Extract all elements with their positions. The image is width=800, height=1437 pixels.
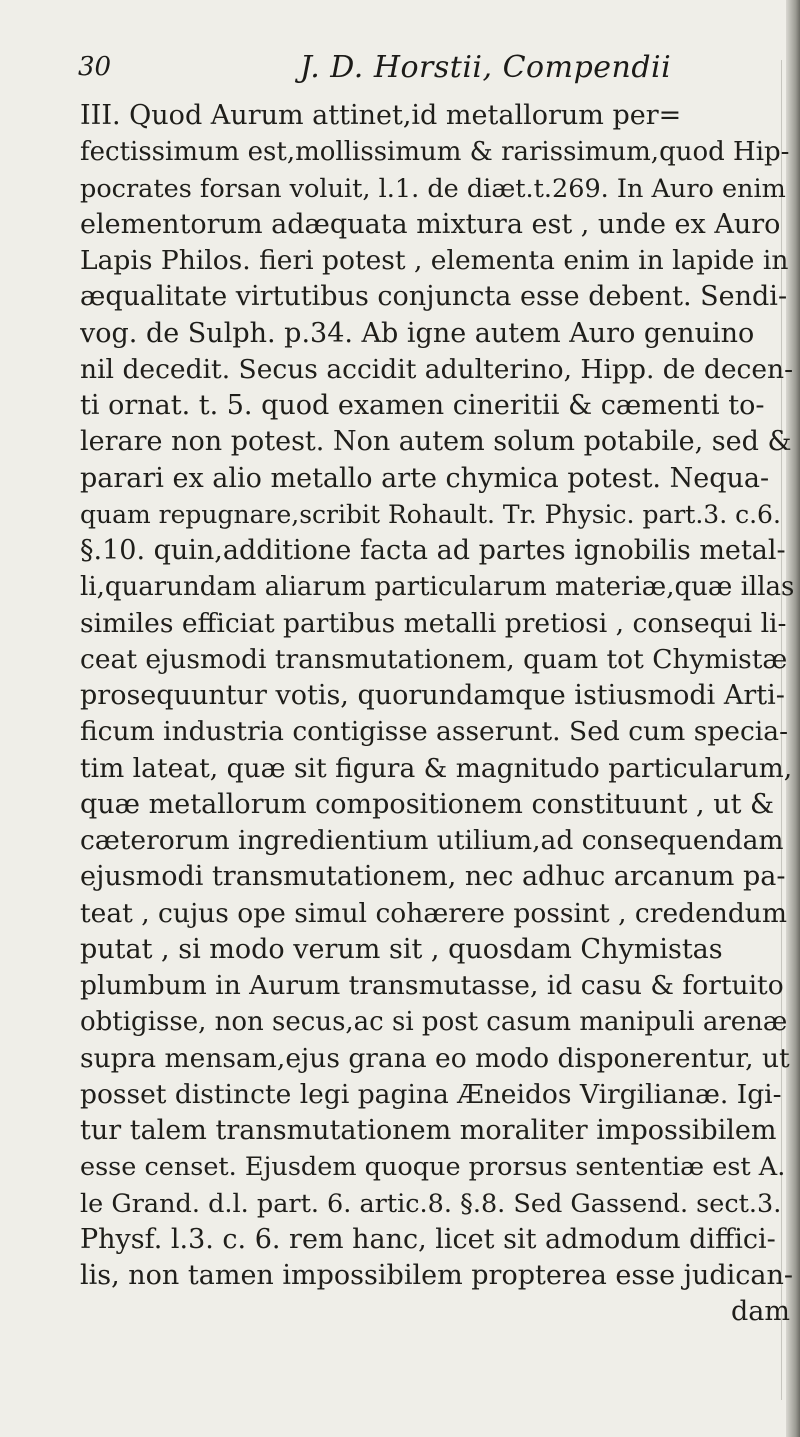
text-line: æqualitate virtutibus conjuncta esse debent. Sendi- xyxy=(80,281,788,313)
page-header xyxy=(78,44,718,94)
text-line: nil decedit. Secus accidit adulterino, Hipp. de decen- xyxy=(80,353,794,385)
text-line: lerare non potest. Non autem solum potabile, sed & xyxy=(80,426,792,458)
text-line: ti ornat. t. 5. quod examen cineritii & cæmenti to- xyxy=(80,390,765,421)
text-line: Physf. l.3. c. 6. rem hanc, licet sit admodum diffici- xyxy=(80,1223,776,1255)
text-line: supra mensam,ejus grana eo modo disponerentur, ut xyxy=(80,1042,790,1074)
text-line: esse censet. Ejusdem quoque prorsus sententiæ est A. xyxy=(80,1152,786,1183)
text-line: pocrates forsan voluit, l.1. de diæt.t.269. In Auro enim xyxy=(80,173,786,204)
text-line: li,quarundam aliarum particularum materiæ,quæ illas xyxy=(80,572,794,603)
text-line: III. Quod Aurum attinet,id metallorum per= xyxy=(80,100,682,131)
text-line: parari ex alio metallo arte chymica potest. Nequa- xyxy=(80,462,770,494)
text-line: obtigisse, non secus,ac si post casum manipuli arenæ xyxy=(80,1007,788,1038)
text-line: similes efficiat partibus metalli pretiosi , consequi li- xyxy=(80,607,787,639)
page-number: 30 xyxy=(78,52,112,82)
text-line: tur talem transmutationem moraliter impossibilem xyxy=(80,1115,777,1146)
text-line: ficum industria contigisse asserunt. Sed cum specia- xyxy=(80,716,789,748)
text-line: lis, non tamen impossibilem propterea esse judican- xyxy=(80,1260,794,1291)
text-line: tim lateat, quæ sit figura & magnitudo particularum, xyxy=(80,752,793,784)
text-line: ejusmodi transmutationem, nec adhuc arcanum pa- xyxy=(80,861,786,893)
text-line: fectissimum est,mollissimum & rarissimum,quod Hip- xyxy=(80,137,790,168)
text-line: quam repugnare,scribit Rohault. Tr. Physic. part.3. c.6. xyxy=(80,499,781,529)
text-line: ceat ejusmodi transmutationem, quam tot Chymistæ xyxy=(80,643,788,675)
text-line: elementorum adæquata mixtura est , unde ex Auro xyxy=(80,208,781,240)
text-line: prosequuntur votis, quorundamque istiusmodi Arti- xyxy=(80,680,785,711)
text-line: posset distincte legi pagina Æneidos Virgilianæ. Igi- xyxy=(80,1078,782,1110)
text-line: le Grand. d.l. part. 6. artic.8. §.8. Sed Gassend. sect.3. xyxy=(80,1188,782,1219)
body-text xyxy=(80,98,794,1331)
text-line: putat , si modo verum sit , quosdam Chymistas xyxy=(80,933,723,965)
text-line: Lapis Philos. fieri potest , elementa enim in lapide in xyxy=(80,245,789,276)
text-line: cæterorum ingredientium utilium,ad consequendam xyxy=(80,825,784,856)
text-line: quæ metallorum compositionem constituunt , ut & xyxy=(80,788,775,820)
text-line: plumbum in Aurum transmutasse, id casu & fortuito xyxy=(80,970,784,1001)
running-head: J. D. Horstii, Compendii xyxy=(300,50,672,85)
text-line: vog. de Sulph. p.34. Ab igne autem Auro genuino xyxy=(80,317,755,349)
text-line: §.10. quin,additione facta ad partes ignobilis metal- xyxy=(80,535,786,566)
catchword: dam xyxy=(731,1296,790,1328)
text-line: teat , cujus ope simul cohærere possint , credendum xyxy=(80,897,787,929)
